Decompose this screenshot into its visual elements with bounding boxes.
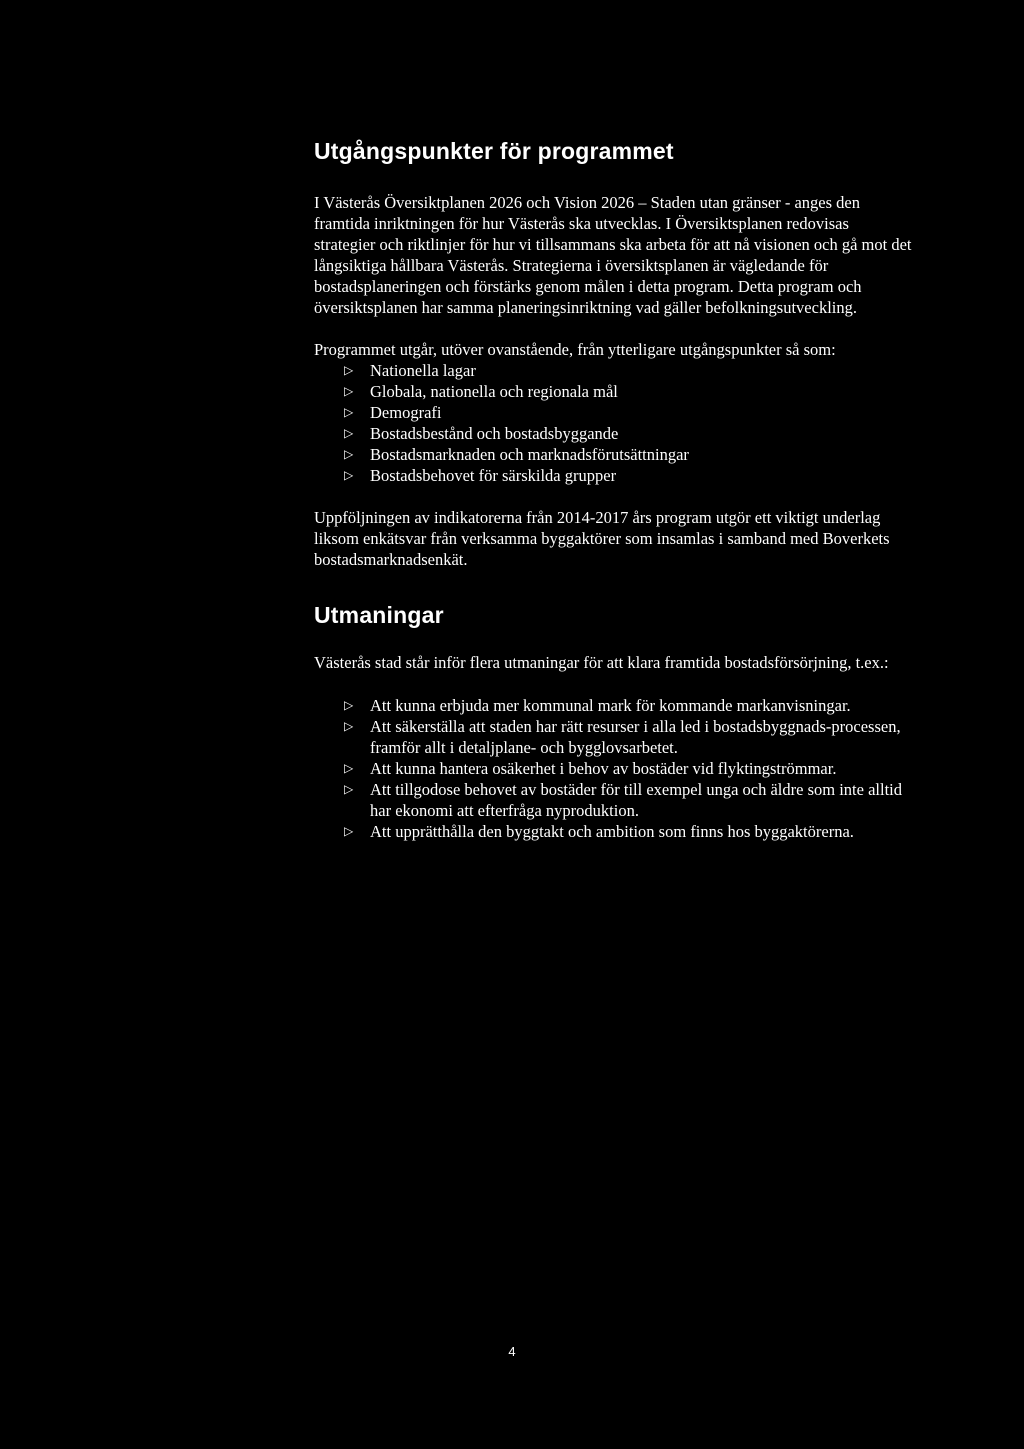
- list-item-text: Att tillgodose behovet av bostäder för till exempel unga och äldre som inte alltid har ekonomi att efterfråga nyproduktion.: [370, 780, 902, 820]
- challenges-lead-paragraph: Västerås stad står inför flera utmaningar för att klara framtida bostadsförsörjning, t.ex.:: [314, 653, 889, 672]
- page-number: 4: [508, 1344, 516, 1359]
- challenges-list: [344, 695, 914, 842]
- list-item: [344, 758, 914, 779]
- list-item: [344, 444, 914, 465]
- triangle-bullet-icon: ▷: [344, 698, 354, 712]
- list-item: [344, 381, 914, 402]
- triangle-bullet-icon: ▷: [344, 761, 354, 775]
- triangle-bullet-icon: ▷: [344, 363, 354, 377]
- list-item-text: Att upprätthålla den byggtakt och ambition som finns hos byggaktörerna.: [370, 822, 854, 841]
- triangle-bullet-icon: ▷: [344, 824, 354, 838]
- triangle-bullet-icon: ▷: [344, 447, 354, 461]
- triangle-bullet-icon: ▷: [344, 782, 354, 796]
- list-item: [344, 423, 914, 444]
- list-item: [344, 821, 914, 842]
- list-item: [344, 716, 914, 758]
- list-item: [344, 465, 914, 486]
- triangle-bullet-icon: ▷: [344, 719, 354, 733]
- list-item: [344, 779, 914, 821]
- list-item-text: Globala, nationella och regionala mål: [370, 382, 618, 401]
- section-heading-utmaningar: Utmaningar: [314, 602, 444, 628]
- triangle-bullet-icon: ▷: [344, 468, 354, 482]
- list-item: [344, 695, 914, 716]
- section-heading-utgangspunkter: Utgångspunkter för programmet: [314, 138, 674, 164]
- list-item-text: Nationella lagar: [370, 361, 476, 380]
- list-item-text: Att säkerställa att staden har rätt resurser i alla led i bostadsbyggnads-processen, framför allt i detaljplane- och bygglovsarbetet.: [370, 717, 901, 757]
- triangle-bullet-icon: ▷: [344, 384, 354, 398]
- list-item-text: Bostadsmarknaden och marknadsförutsättningar: [370, 445, 689, 464]
- followup-paragraph: Uppföljningen av indikatorerna från 2014-2017 års program utgör ett viktigt underlag liksom enkätsvar från verksamma byggaktörer som insamlas i samband med Boverkets bostadsmarknadsenkät.: [314, 508, 890, 569]
- triangle-bullet-icon: ▷: [344, 405, 354, 419]
- list-item-text: Bostadsbestånd och bostadsbyggande: [370, 424, 619, 443]
- page-content: [314, 128, 914, 842]
- list-item: [344, 402, 914, 423]
- list-item-text: Demografi: [370, 403, 442, 422]
- list-item: [344, 360, 914, 381]
- list-item-text: Bostadsbehovet för särskilda grupper: [370, 466, 617, 485]
- list-item-text: Att kunna erbjuda mer kommunal mark för kommande markanvisningar.: [370, 696, 851, 715]
- program-lead-paragraph: Programmet utgår, utöver ovanstående, från ytterligare utgångspunkter så som:: [314, 340, 836, 359]
- starting-points-list: [344, 360, 914, 486]
- intro-paragraph: I Västerås Översiktplanen 2026 och Vision 2026 – Staden utan gränser - anges den framtida inriktningen för hur Västerås ska utvecklas. I Översiktsplanen redovisas strategier och riktlinjer för hur vi tillsammans ska arbeta för att nå visionen och gå mot det långsiktiga hållbara Västerås. Strategierna i översiktsplanen är vägledande för bostadsplaneringen och förstärks genom målen i detta program. Detta program och översiktsplanen har samma planeringsinriktning vad gäller befolkningsutveckling.: [314, 193, 912, 317]
- triangle-bullet-icon: ▷: [344, 426, 354, 440]
- list-item-text: Att kunna hantera osäkerhet i behov av bostäder vid flyktingströmmar.: [370, 759, 837, 778]
